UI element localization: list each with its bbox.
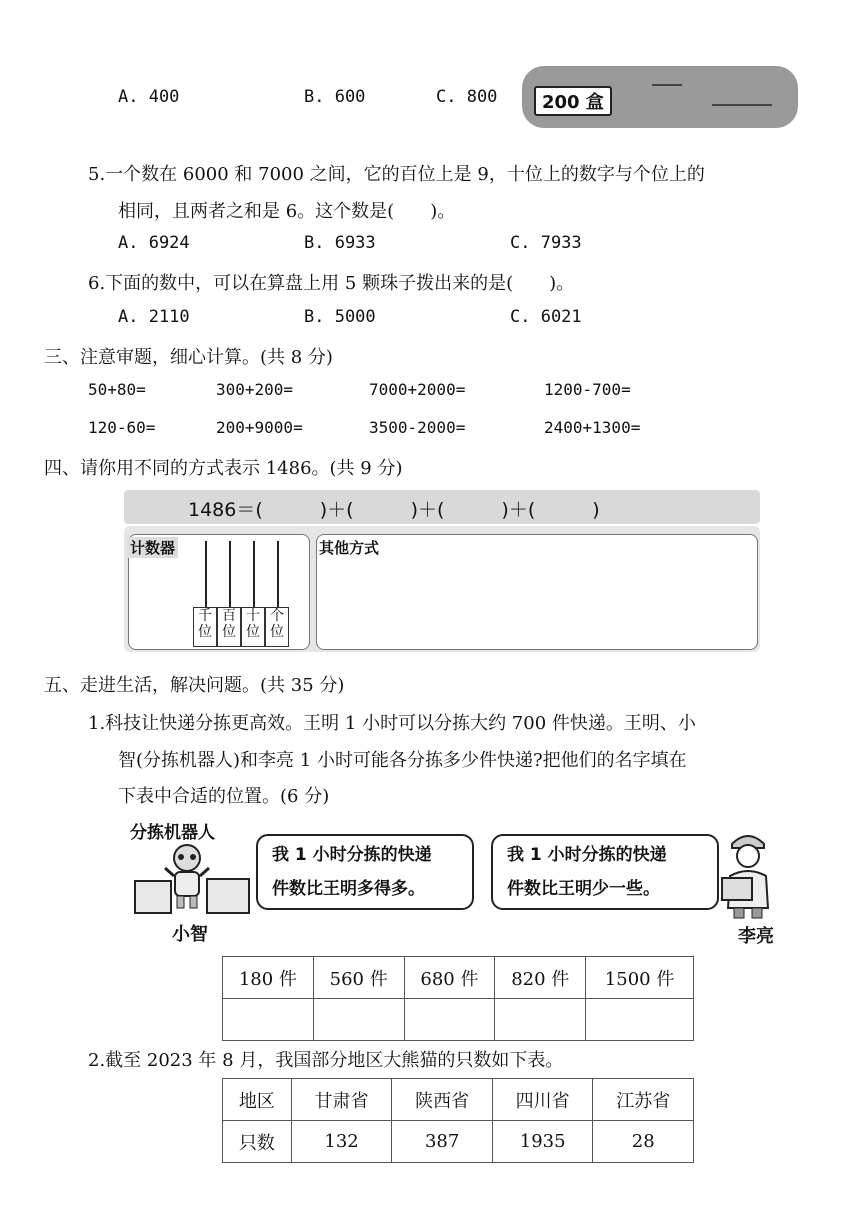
q4-option-c: C. 800 bbox=[436, 87, 498, 107]
q1-text-line1: 1.科技让快递分拣更高效。王明 1 小时可以分拣大约 700 件快递。王明、小 bbox=[88, 713, 696, 734]
q5-text-line2: 相同，且两者之和是 6。这个数是( )。 bbox=[118, 201, 456, 222]
table-cell: 820 件 bbox=[495, 957, 586, 999]
panda-table bbox=[222, 1078, 694, 1163]
table-header: 四川省 bbox=[492, 1079, 593, 1121]
other-methods-label: 其他方式 bbox=[319, 539, 380, 557]
q5-option-c: C. 7933 bbox=[510, 233, 582, 253]
place-thousands: 千位 bbox=[193, 607, 217, 647]
counter-box bbox=[128, 534, 310, 650]
answer-cell[interactable] bbox=[495, 999, 586, 1041]
other-methods-box[interactable] bbox=[316, 534, 758, 650]
table-cell: 1935 bbox=[492, 1121, 593, 1163]
calc-8: 2400+1300= bbox=[544, 418, 641, 437]
box-count-label: 200 盒 bbox=[534, 86, 612, 116]
q6-option-c: C. 6021 bbox=[510, 307, 582, 327]
person-image bbox=[718, 828, 778, 920]
table-cell: 1500 件 bbox=[586, 957, 694, 999]
place-hundreds: 百位 bbox=[217, 607, 241, 647]
table-header: 陕西省 bbox=[392, 1079, 493, 1121]
calc-4: 1200-700= bbox=[544, 380, 631, 399]
counter-label: 计数器 bbox=[127, 537, 178, 558]
answer-cell[interactable] bbox=[313, 999, 404, 1041]
q2-text: 2.截至 2023 年 8 月，我国部分地区大熊猫的只数如下表。 bbox=[88, 1050, 564, 1071]
table-cell: 387 bbox=[392, 1121, 493, 1163]
calc-2: 300+200= bbox=[216, 380, 294, 399]
box-sticker-image bbox=[522, 66, 798, 128]
q1-answer-table bbox=[222, 956, 694, 1041]
table-cell: 180 件 bbox=[223, 957, 314, 999]
calc-6: 200+9000= bbox=[216, 418, 303, 437]
q6-option-b: B. 5000 bbox=[304, 307, 376, 327]
section5-title: 五、走进生活，解决问题。(共 35 分) bbox=[44, 675, 345, 696]
table-header: 地区 bbox=[223, 1079, 292, 1121]
calc-7: 3500-2000= bbox=[369, 418, 466, 437]
table-header: 甘肃省 bbox=[291, 1079, 392, 1121]
person-name: 李亮 bbox=[738, 926, 774, 947]
q5-text-line1: 5.一个数在 6000 和 7000 之间，它的百位上是 9，十位上的数字与个位上的 bbox=[88, 164, 705, 185]
calc-1: 50+80= bbox=[88, 380, 146, 399]
robot-title: 分拣机器人 bbox=[130, 823, 215, 843]
calc-3: 7000+2000= bbox=[369, 380, 466, 399]
table-cell: 28 bbox=[593, 1121, 694, 1163]
robot-speech-bubble: 我 1 小时分拣的快递 件数比王明多得多。 bbox=[256, 834, 474, 910]
parcel-box-icon bbox=[134, 880, 172, 914]
answer-cell[interactable] bbox=[223, 999, 314, 1041]
equation-text: 1486＝( )＋( )＋( )＋( ) bbox=[188, 499, 600, 521]
table-cell: 132 bbox=[291, 1121, 392, 1163]
answer-cell[interactable] bbox=[404, 999, 495, 1041]
calc-5: 120-60= bbox=[88, 418, 156, 437]
q1-text-line3: 下表中合适的位置。(6 分) bbox=[118, 786, 330, 807]
q1-text-line2: 智(分拣机器人)和李亮 1 小时可能各分拣多少件快递?把他们的名字填在 bbox=[118, 750, 687, 771]
robot-name: 小智 bbox=[172, 924, 208, 945]
section4-title: 四、请你用不同的方式表示 1486。(共 9 分) bbox=[44, 458, 403, 479]
q5-option-b: B. 6933 bbox=[304, 233, 376, 253]
table-cell: 680 件 bbox=[404, 957, 495, 999]
answer-cell[interactable] bbox=[586, 999, 694, 1041]
equation-bar bbox=[124, 490, 760, 524]
place-tens: 十位 bbox=[241, 607, 265, 647]
table-cell: 560 件 bbox=[313, 957, 404, 999]
section3-title: 三、注意审题，细心计算。(共 8 分) bbox=[44, 347, 333, 368]
parcel-box-icon bbox=[206, 878, 250, 914]
q4-option-a: A. 400 bbox=[118, 87, 180, 107]
table-cell: 只数 bbox=[223, 1121, 292, 1163]
place-ones: 个位 bbox=[265, 607, 289, 647]
q4-option-b: B. 600 bbox=[304, 87, 366, 107]
person-speech-bubble: 我 1 小时分拣的快递 件数比王明少一些。 bbox=[491, 834, 719, 910]
q5-option-a: A. 6924 bbox=[118, 233, 190, 253]
table-header: 江苏省 bbox=[593, 1079, 694, 1121]
q6-option-a: A. 2110 bbox=[118, 307, 190, 327]
q6-text: 6.下面的数中，可以在算盘上用 5 颗珠子拨出来的是( )。 bbox=[88, 273, 575, 294]
